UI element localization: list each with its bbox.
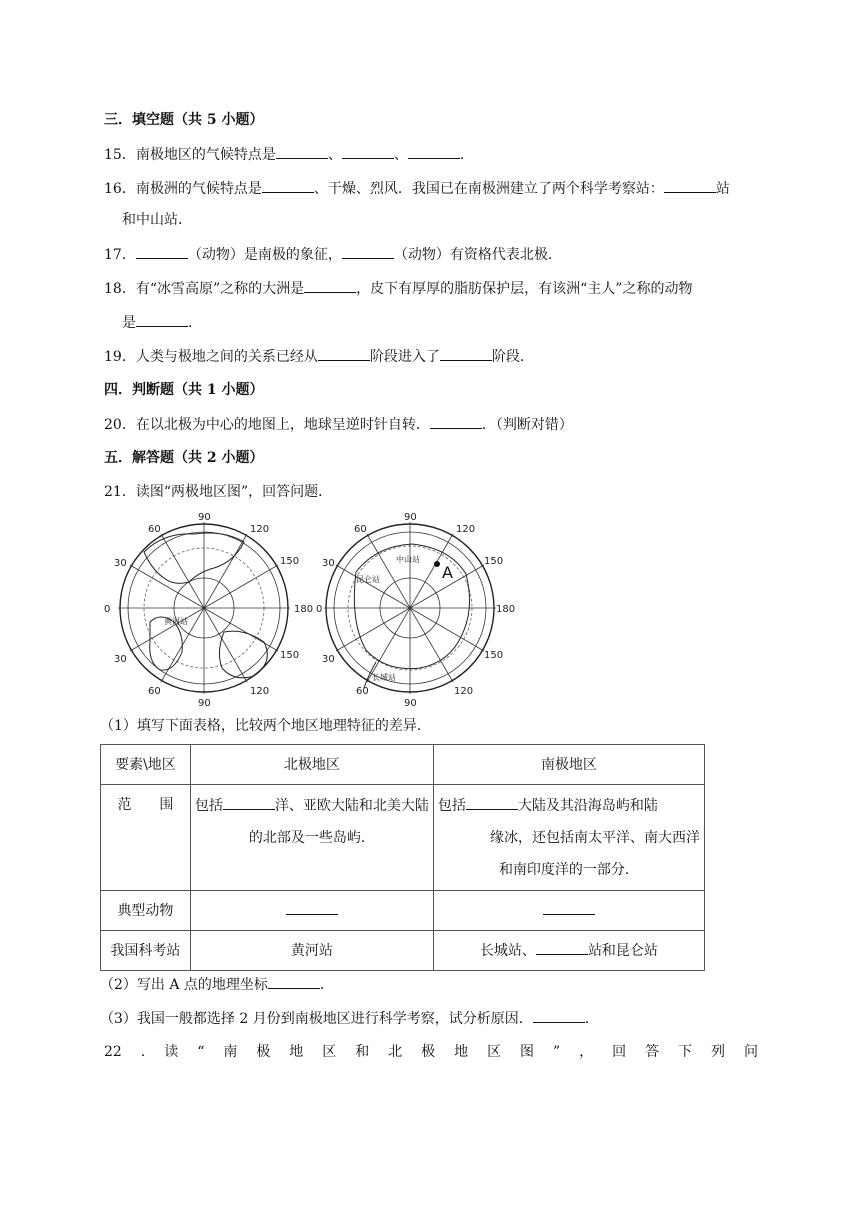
table-cell-south-animal [433, 891, 704, 931]
longitude-label: 150 [280, 556, 300, 567]
section-5-title: 五．解答题（共 2 小题） [104, 450, 264, 466]
station-label: 长城站 [372, 673, 396, 682]
section-3-title: 三．填空题（共 5 小题） [104, 112, 264, 128]
question-21-intro: 21．读图“两极地区图”，回答问题． [104, 484, 333, 500]
longitude-label: 30 [322, 558, 335, 569]
answer-blank[interactable] [536, 940, 588, 955]
answer-blank[interactable] [664, 178, 716, 193]
longitude-label: 90 [198, 698, 211, 708]
antarctic-map [316, 512, 516, 708]
longitude-label: 30 [322, 654, 335, 665]
table-cell-north-station: 黄河站 [190, 931, 433, 971]
table-cell-north-range: 包括 洋、亚欧大陆和北美大陆 的北部及一些岛屿． [190, 785, 433, 891]
table-header-row [101, 745, 705, 785]
answer-blank[interactable] [408, 144, 460, 159]
answer-blank[interactable] [223, 795, 275, 810]
answer-blank[interactable] [342, 244, 394, 259]
longitude-label: 60 [354, 524, 367, 535]
longitude-label: 60 [148, 524, 161, 535]
answer-blank[interactable] [286, 900, 338, 915]
longitude-label: 120 [250, 524, 270, 535]
question-20: 20．在以北极为中心的地图上，地球呈逆时针自转． ．（判断对错） [104, 414, 573, 435]
table-header-cell: 北极地区 [190, 745, 433, 785]
longitude-label: 90 [404, 512, 417, 523]
point-a-label: A [442, 563, 453, 582]
question-15: 15．南极地区的气候特点是 、 、 . [104, 144, 464, 165]
longitude-label: 60 [148, 686, 161, 697]
table-row [101, 931, 705, 971]
answer-blank[interactable] [440, 346, 492, 361]
answer-blank[interactable] [136, 312, 188, 327]
question-17: 17． （动物）是南极的象征， （动物）有资格代表北极． [104, 244, 562, 265]
longitude-label: 90 [198, 512, 211, 523]
longitude-label: 120 [250, 686, 270, 697]
longitude-label: 60 [356, 686, 369, 697]
table-cell-north-animal [190, 891, 433, 931]
answer-blank[interactable] [342, 144, 394, 159]
answer-blank[interactable] [136, 244, 188, 259]
table-cell-south-station: 长城站、 站和昆仑站 [433, 931, 704, 971]
comparison-table [100, 744, 705, 971]
longitude-label: 120 [454, 686, 474, 697]
section-4-title: 四．判断题（共 1 小题） [104, 382, 264, 398]
table-header-cell: 南极地区 [433, 745, 704, 785]
question-18: 18．有“冰雪高原”之称的大洲是 ，皮下有厚厚的脂肪保护层，有该洲“主人”之称的动物 [104, 278, 692, 299]
answer-blank[interactable] [533, 1008, 585, 1023]
question-19: 19．人类与极地之间的关系已经从 阶段进入了 阶段． [104, 346, 534, 367]
answer-blank[interactable] [318, 346, 370, 361]
question-16: 16．南极洲的气候特点是 、干燥、烈风．我国已在南极洲建立了两个科学考察站： 站 [104, 178, 730, 199]
longitude-label: 150 [484, 556, 504, 567]
longitude-label: 180 [496, 604, 516, 615]
question-21-sub-1: （1）填写下面表格，比较两个地区地理特征的差异． [100, 718, 431, 734]
answer-blank[interactable] [276, 144, 328, 159]
table-row-label: 典型动物 [101, 891, 191, 931]
question-22: 22 . 读 “ 南 极 地 区 和 北 极 地 区 图 ” ， 回 答 下 列 问 [104, 1044, 758, 1060]
table-row-label: 范 围 [101, 785, 191, 891]
table-cell-south-range: 包括 大陆及其沿海岛屿和陆 缘冰，还包括南太平洋、南大西洋 和南印度洋的一部分． [433, 785, 704, 891]
station-label: 昆仑站 [356, 575, 380, 584]
longitude-label: 30 [114, 654, 127, 665]
longitude-label: 90 [404, 698, 417, 708]
longitude-label: 120 [456, 524, 476, 535]
question-18-line-2: 是 . [122, 312, 192, 333]
answer-blank[interactable] [430, 414, 482, 429]
answer-blank[interactable] [543, 900, 595, 915]
station-label: 中山站 [396, 555, 420, 564]
longitude-label: 150 [484, 650, 504, 661]
answer-blank[interactable] [262, 178, 314, 193]
table-header-cell: 要素\地区 [101, 745, 191, 785]
longitude-label: 150 [280, 650, 300, 661]
answer-blank[interactable] [304, 278, 356, 293]
table-row [101, 785, 705, 891]
question-21-sub-3: （3）我国一般都选择 2 月份到南极地区进行科学考察，试分析原因． ． [100, 1008, 599, 1029]
question-21-sub-2: （2）写出 A 点的地理坐标 ． [100, 974, 334, 995]
answer-blank[interactable] [268, 974, 320, 989]
longitude-label: 0 [104, 604, 111, 615]
answer-blank[interactable] [466, 795, 518, 810]
longitude-label: 0 [316, 604, 323, 615]
longitude-label: 180 [294, 604, 314, 615]
table-row-label: 我国科考站 [101, 931, 191, 971]
table-row [101, 891, 705, 931]
longitude-label: 30 [114, 558, 127, 569]
arctic-map [104, 512, 318, 708]
question-16-line-2: 和中山站． [122, 212, 192, 228]
station-label: 黄河站 [164, 617, 188, 626]
